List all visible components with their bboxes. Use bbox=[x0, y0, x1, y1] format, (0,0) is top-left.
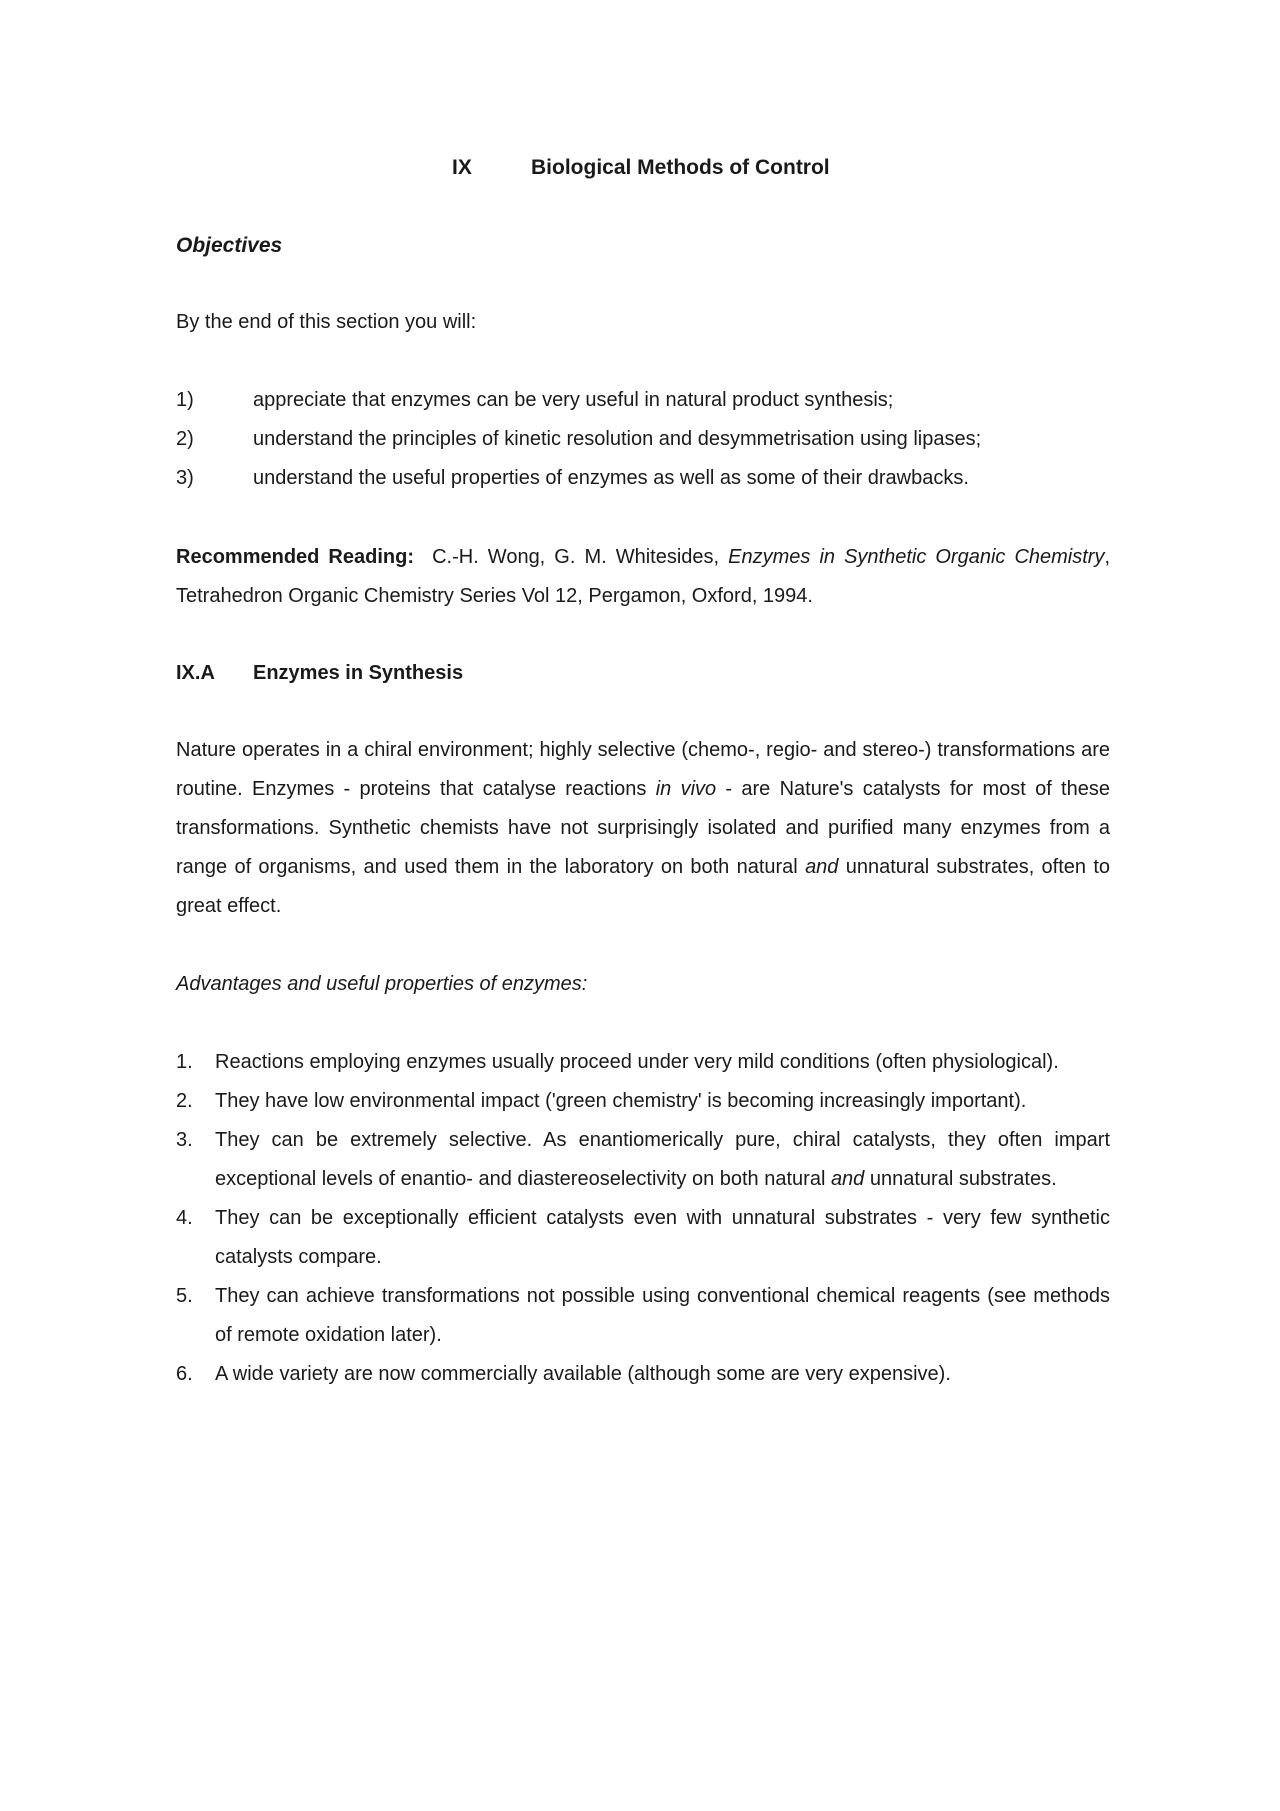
objective-text: appreciate that enzymes can be very useful in natural product synthesis; bbox=[253, 389, 894, 411]
list-item bbox=[176, 1043, 1110, 1082]
reading-authors: C.-H. Wong, G. M. Whitesides, bbox=[432, 546, 720, 568]
paragraph-text: unnatural substrates, often to great effect. bbox=[176, 856, 1111, 917]
reading-book-title: Enzymes in Synthetic Organic Chemistry bbox=[728, 546, 1105, 568]
recommended-reading bbox=[176, 538, 1110, 616]
list-text-part: unnatural substrates. bbox=[864, 1168, 1057, 1190]
list-number: 4. bbox=[176, 1207, 193, 1229]
list-item bbox=[176, 1355, 1110, 1394]
list-item bbox=[176, 1121, 1110, 1199]
intro-paragraph bbox=[176, 731, 1110, 926]
list-number: 3. bbox=[176, 1129, 193, 1151]
list-number: 5. bbox=[176, 1285, 193, 1307]
chapter-title: Biological Methods of Control bbox=[531, 156, 830, 179]
objectives-intro: By the end of this section you will: bbox=[176, 311, 477, 333]
chapter-number: IX bbox=[452, 156, 472, 179]
list-text-italic: and bbox=[830, 1168, 865, 1190]
reading-label: Recommended Reading: bbox=[176, 546, 414, 568]
list-text: They can be exceptionally efficient catalysts even with unnatural substrates - very few synthetic catalysts compare. bbox=[215, 1207, 1110, 1268]
list-text: Reactions employing enzymes usually proceed under very mild conditions (often physiological). bbox=[215, 1051, 1059, 1073]
objective-number: 2) bbox=[176, 428, 194, 450]
list-text: They have low environmental impact ('green chemistry' is becoming increasingly important). bbox=[215, 1090, 1027, 1112]
paragraph-italic: and bbox=[805, 856, 839, 878]
list-item bbox=[176, 1199, 1110, 1277]
objective-number: 3) bbox=[176, 467, 194, 489]
objective-text: understand the useful properties of enzymes as well as some of their drawbacks. bbox=[253, 467, 969, 489]
objective-number: 1) bbox=[176, 389, 194, 411]
list-item bbox=[176, 1082, 1110, 1121]
paragraph-text: Nature operates in a chiral environment; highly selective (chemo-, regio- and stereo-) transformations are routine. Enzymes - proteins that catalyse reactions bbox=[176, 739, 1110, 800]
reading-details: , Tetrahedron Organic Chemistry Series Vol 12, Pergamon, Oxford, 1994. bbox=[176, 546, 1111, 607]
advantages-list bbox=[176, 1043, 1110, 1394]
list-text-part: They can be extremely selective. As enantiomerically pure, chiral catalysts, they often impart exceptional levels of enantio- and diastereoselectivity on both natural bbox=[215, 1129, 1110, 1190]
list-number: 6. bbox=[176, 1363, 193, 1385]
advantages-heading: Advantages and useful properties of enzymes: bbox=[176, 973, 588, 995]
objective-text: understand the principles of kinetic resolution and desymmetrisation using lipases; bbox=[253, 428, 982, 450]
paragraph-italic: in vivo bbox=[655, 778, 717, 800]
list-number: 1. bbox=[176, 1051, 193, 1073]
list-text: They can achieve transformations not possible using conventional chemical reagents (see methods of remote oxidation later). bbox=[215, 1285, 1110, 1346]
list-number: 2. bbox=[176, 1090, 193, 1112]
paragraph-text: - are Nature's catalysts for most of these transformations. Synthetic chemists have not surprisingly isolated and purified many enzymes from a range of organisms, and used them in the laboratory on both natural bbox=[176, 778, 1110, 878]
objectives-heading: Objectives bbox=[176, 234, 283, 257]
section-title: Enzymes in Synthesis bbox=[253, 662, 464, 684]
list-item bbox=[176, 1277, 1110, 1355]
list-text: A wide variety are now commercially available (although some are very expensive). bbox=[215, 1363, 951, 1385]
section-number: IX.A bbox=[176, 662, 215, 684]
list-text bbox=[215, 1121, 1110, 1199]
